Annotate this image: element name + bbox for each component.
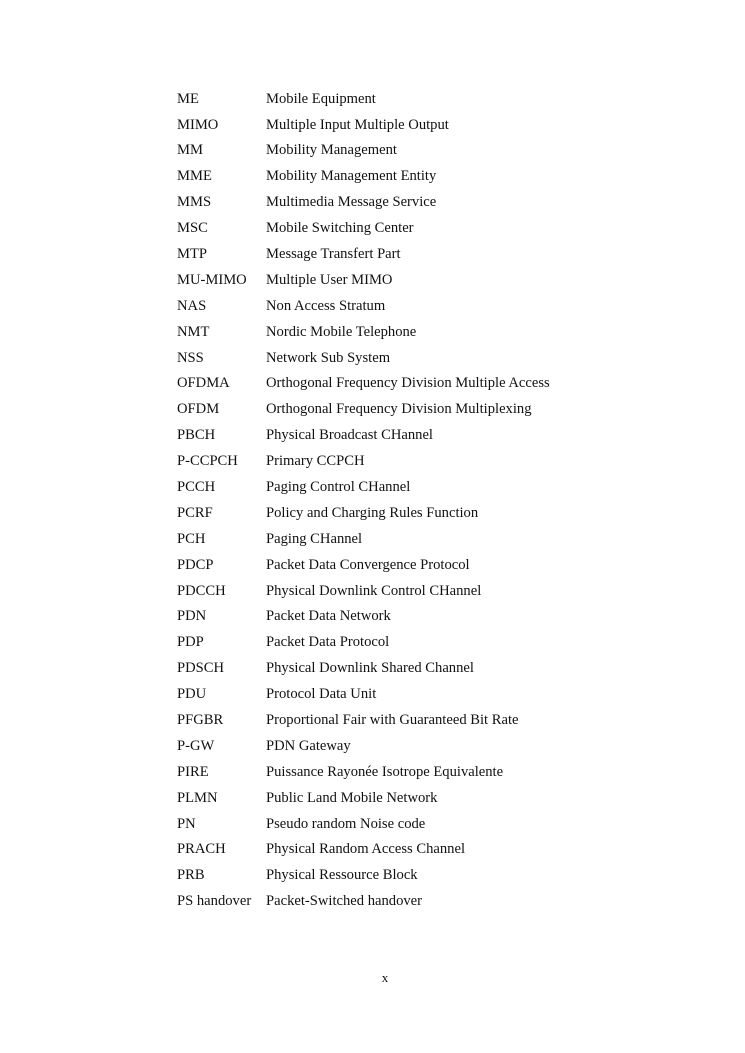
abbreviation-row <box>177 552 617 578</box>
abbreviation-row <box>177 526 617 552</box>
abbreviation-row <box>177 707 617 733</box>
abbreviation-term: MIMO <box>177 116 219 133</box>
abbreviation-definition: Paging Control CHannel <box>266 479 411 495</box>
abbreviation-definition: Packet Data Protocol <box>266 634 390 651</box>
abbreviation-row <box>177 319 617 345</box>
abbreviation-definition: Message Transfert Part <box>266 245 401 262</box>
abbreviation-row <box>177 164 617 190</box>
abbreviation-row <box>177 578 617 604</box>
abbreviation-row <box>177 215 617 241</box>
abbreviation-definition: Physical Ressource Block <box>266 867 418 884</box>
abbreviation-term: PN <box>177 815 196 832</box>
abbreviation-definition: Multimedia Message Service <box>266 194 437 211</box>
abbreviation-term: MU-MIMO <box>177 271 247 288</box>
abbreviation-definition: Physical Random Access Channel <box>266 841 466 858</box>
abbreviation-definition: Protocol Data Unit <box>266 686 377 703</box>
abbreviation-term: MSC <box>177 220 208 237</box>
abbreviation-definition: Packet Data Network <box>266 608 391 625</box>
abbreviation-row <box>177 474 617 500</box>
abbreviation-row <box>177 267 617 293</box>
abbreviation-row <box>177 811 617 837</box>
abbreviation-term: ME <box>177 90 199 107</box>
abbreviation-definition: Orthogonal Frequency Division Multiplexing <box>266 401 532 418</box>
abbreviation-definition: Network Sub System <box>266 349 391 366</box>
abbreviation-row <box>177 241 617 267</box>
abbreviation-term: PCCH <box>177 479 216 495</box>
abbreviation-definition: PDN Gateway <box>266 737 351 754</box>
page-number: x <box>381 970 389 985</box>
abbreviation-definition: Mobile Switching Center <box>266 220 414 237</box>
abbreviation-term: PRACH <box>177 841 226 858</box>
abbreviation-term: PFGBR <box>177 712 224 729</box>
abbreviation-definition: Non Access Stratum <box>266 297 386 314</box>
abbreviation-row <box>177 785 617 811</box>
abbreviation-term: P-CCPCH <box>177 453 238 470</box>
abbreviation-list <box>177 86 617 915</box>
abbreviation-term: PDN <box>177 608 207 625</box>
abbreviation-row <box>177 190 617 216</box>
abbreviation-row <box>177 837 617 863</box>
abbreviation-term: NAS <box>177 297 207 314</box>
abbreviation-term: PCRF <box>177 504 213 521</box>
abbreviation-definition: Mobility Management <box>266 142 397 159</box>
abbreviation-row <box>177 759 617 785</box>
abbreviation-term: PCH <box>177 530 206 547</box>
abbreviation-definition: Multiple User MIMO <box>266 271 393 288</box>
abbreviation-definition: Public Land Mobile Network <box>266 789 438 806</box>
abbreviation-row <box>177 448 617 474</box>
abbreviation-definition: Physical Broadcast CHannel <box>266 427 433 444</box>
abbreviation-term: PDP <box>177 634 204 651</box>
abbreviation-term: PDCP <box>177 556 214 573</box>
abbreviation-row <box>177 733 617 759</box>
abbreviation-definition: Mobility Management Entity <box>266 168 437 185</box>
abbreviation-definition: Physical Downlink Control CHannel <box>266 582 482 599</box>
abbreviation-row <box>177 371 617 397</box>
abbreviation-row <box>177 656 617 682</box>
abbreviation-row <box>177 604 617 630</box>
abbreviation-definition: Nordic Mobile Telephone <box>266 323 417 340</box>
abbreviation-definition: Policy and Charging Rules Function <box>266 504 479 521</box>
abbreviation-term: OFDM <box>177 401 220 418</box>
abbreviation-definition: Paging CHannel <box>266 530 363 547</box>
abbreviation-term: PDCCH <box>177 582 226 599</box>
abbreviation-definition: Mobile Equipment <box>266 90 376 107</box>
abbreviation-definition: Physical Downlink Shared Channel <box>266 660 474 677</box>
abbreviation-term: PRB <box>177 867 205 884</box>
abbreviation-term: P-GW <box>177 737 215 754</box>
abbreviation-definition: Puissance Rayonée Isotrope Equivalente <box>266 763 504 780</box>
abbreviation-row <box>177 889 617 915</box>
abbreviation-term: NSS <box>177 349 204 366</box>
abbreviation-term: PDSCH <box>177 660 225 677</box>
abbreviation-row <box>177 397 617 423</box>
abbreviation-row <box>177 500 617 526</box>
abbreviation-term: MME <box>177 168 212 185</box>
abbreviation-definition: Proportional Fair with Guaranteed Bit Rate <box>266 712 519 729</box>
abbreviation-row <box>177 863 617 889</box>
abbreviation-row <box>177 293 617 319</box>
abbreviation-definition: Pseudo random Noise code <box>266 815 426 832</box>
abbreviation-definition: Multiple Input Multiple Output <box>266 116 449 133</box>
abbreviation-row <box>177 681 617 707</box>
abbreviation-term: PS handover <box>177 893 252 910</box>
abbreviation-term: MTP <box>177 245 208 262</box>
abbreviation-definition: Packet Data Convergence Protocol <box>266 556 470 573</box>
abbreviation-definition: Packet-Switched handover <box>266 893 423 910</box>
abbreviation-term: MM <box>177 142 203 159</box>
abbreviation-term: NMT <box>177 323 210 340</box>
abbreviation-term: PBCH <box>177 427 216 444</box>
abbreviation-definition: Primary CCPCH <box>266 453 365 470</box>
abbreviation-term: MMS <box>177 194 212 211</box>
abbreviation-row <box>177 138 617 164</box>
abbreviation-term: PDU <box>177 686 207 703</box>
abbreviation-row <box>177 86 617 112</box>
abbreviation-term: OFDMA <box>177 375 230 392</box>
abbreviation-definition: Orthogonal Frequency Division Multiple Access <box>266 375 550 392</box>
abbreviation-row <box>177 345 617 371</box>
abbreviation-row <box>177 112 617 138</box>
abbreviation-row <box>177 630 617 656</box>
abbreviation-term: PLMN <box>177 789 218 806</box>
abbreviation-row <box>177 423 617 449</box>
abbreviation-term: PIRE <box>177 763 209 780</box>
